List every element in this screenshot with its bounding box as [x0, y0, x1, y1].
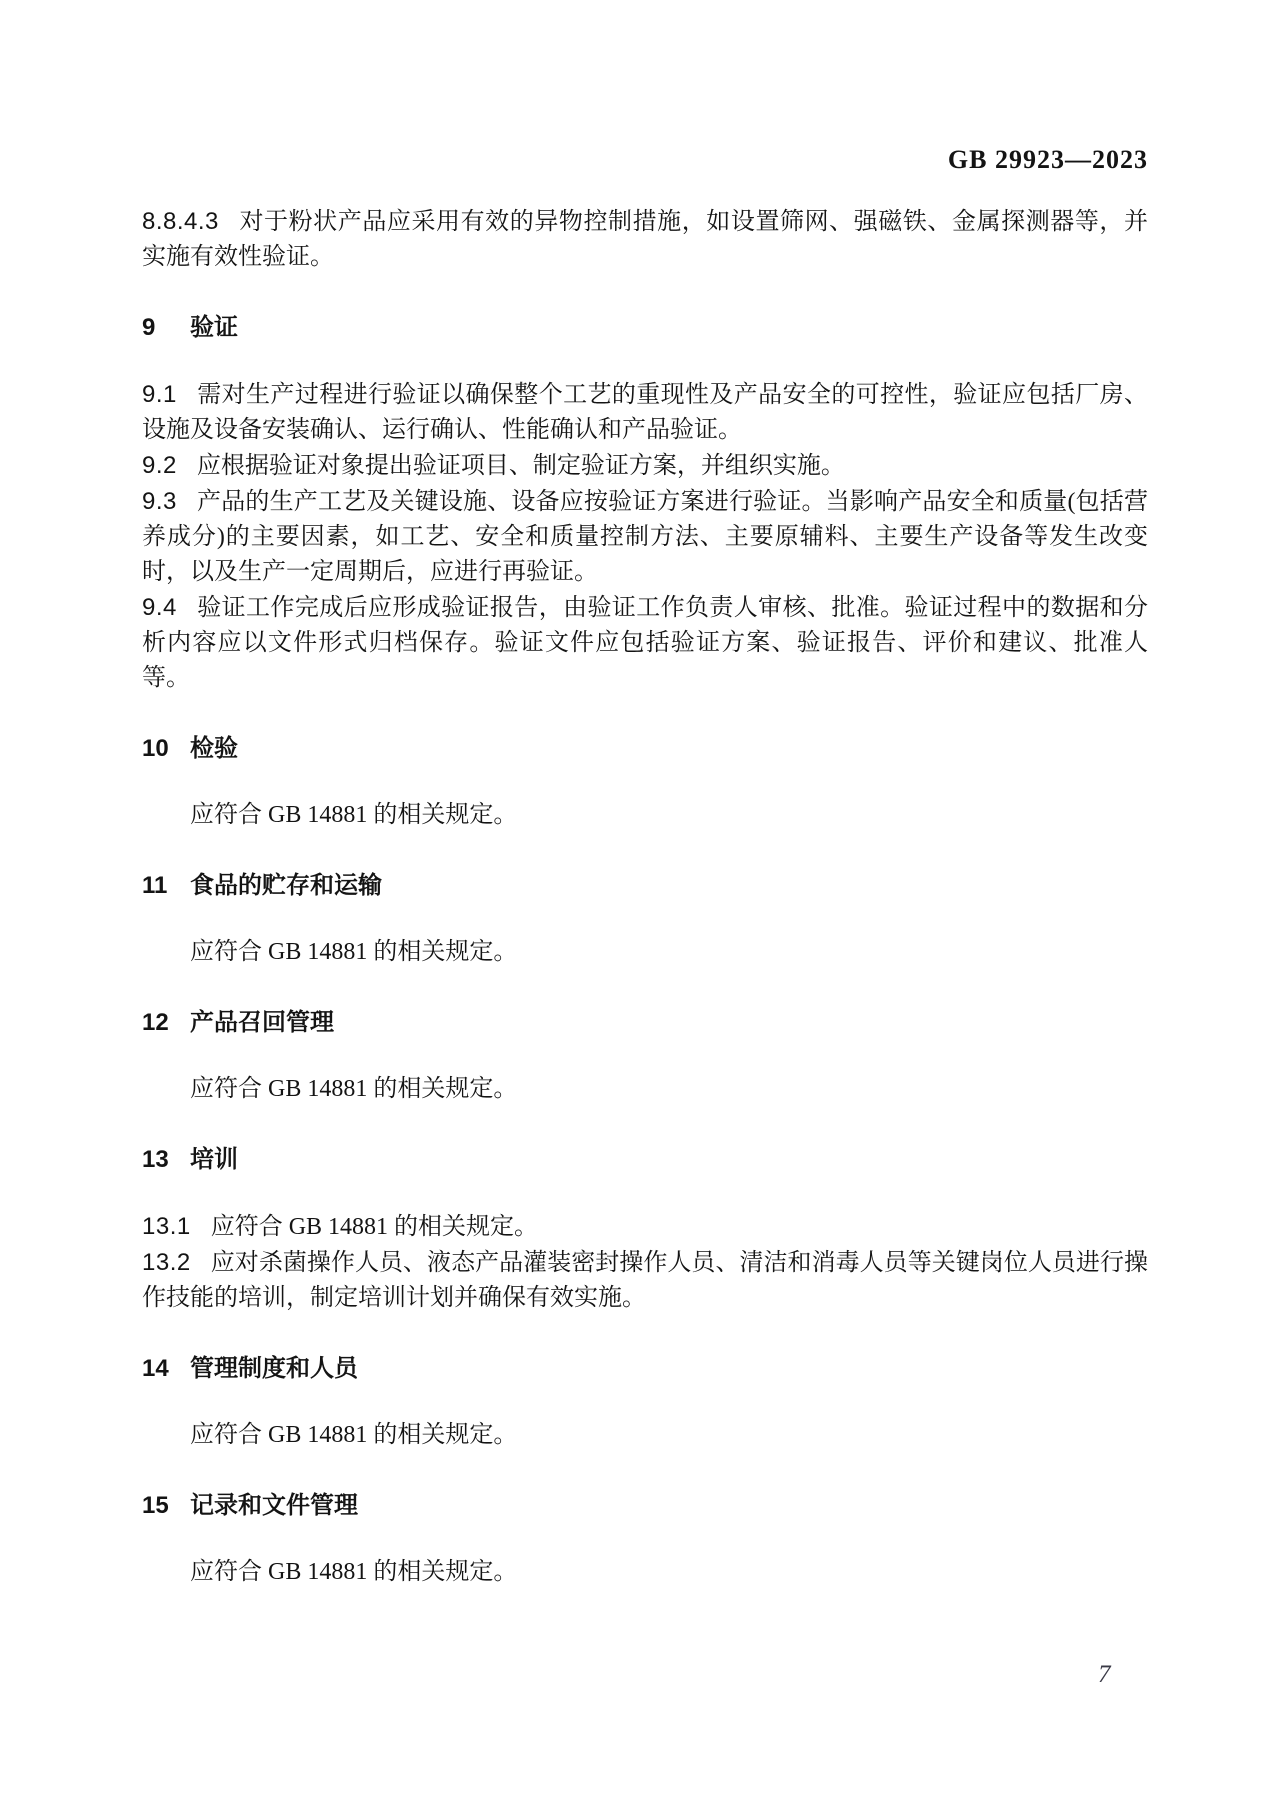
section-title: 管理制度和人员 — [190, 1355, 358, 1382]
indent-paragraph — [142, 1555, 1148, 1590]
section-number: 15 — [142, 1492, 169, 1519]
clause-paragraph — [142, 377, 1148, 448]
clause-text: 应符合 GB 14881 的相关规定。 — [210, 1214, 539, 1240]
indent-paragraph — [142, 1418, 1148, 1453]
section-number: 13 — [142, 1146, 169, 1173]
clause-text: 对于粉状产品应采用有效的异物控制措施，如设置筛网、强磁铁、金属探测器等，并实施有效性验证。 — [142, 209, 1148, 270]
clause-text: 应根据验证对象提出验证项目、制定验证方案，并组织实施。 — [196, 453, 845, 479]
section-number: 9 — [142, 314, 156, 341]
clause-paragraph — [142, 590, 1148, 696]
document-body — [142, 204, 1148, 1590]
clause-paragraph — [142, 1209, 1148, 1245]
clause-number: 13.2 — [142, 1249, 191, 1276]
section-title: 验证 — [190, 314, 238, 341]
clause-paragraph — [142, 204, 1148, 275]
clause-paragraph — [142, 1245, 1148, 1316]
indent-paragraph — [142, 1072, 1148, 1107]
clause-number: 13.1 — [142, 1213, 191, 1240]
section-number: 10 — [142, 735, 169, 762]
section-heading — [142, 871, 1148, 901]
indent-paragraph — [142, 798, 1148, 833]
section-title: 食品的贮存和运输 — [190, 872, 382, 899]
section-heading — [142, 1008, 1148, 1038]
standard-number: GB 29923—2023 — [947, 145, 1148, 174]
section-heading — [142, 1145, 1148, 1175]
page-number: 7 — [1098, 1661, 1111, 1688]
section-heading — [142, 313, 1148, 343]
clause-number: 9.1 — [142, 381, 177, 408]
section-number: 12 — [142, 1009, 169, 1036]
paragraph-text: 应符合 GB 14881 的相关规定。 — [190, 1422, 518, 1448]
clause-text: 需对生产过程进行验证以确保整个工艺的重现性及产品安全的可控性，验证应包括厂房、设施及设备安装确认、运行确认、性能确认和产品验证。 — [142, 382, 1148, 443]
indent-paragraph — [142, 935, 1148, 970]
section-heading — [142, 734, 1148, 764]
section-title: 记录和文件管理 — [190, 1492, 358, 1519]
clause-text: 应对杀菌操作人员、液态产品灌装密封操作人员、清洁和消毒人员等关键岗位人员进行操作技能的培训，制定培训计划并确保有效实施。 — [142, 1250, 1148, 1311]
clause-number: 9.4 — [142, 594, 177, 621]
section-heading — [142, 1491, 1148, 1521]
clause-number: 9.2 — [142, 452, 177, 479]
clause-number: 8.8.4.3 — [142, 208, 219, 235]
clause-text: 验证工作完成后应形成验证报告，由验证工作负责人审核、批准。验证过程中的数据和分析内容应以文件形式归档保存。验证文件应包括验证方案、验证报告、评价和建议、批准人等。 — [142, 595, 1148, 691]
page-header — [142, 146, 1148, 174]
section-number: 11 — [142, 872, 168, 899]
clause-paragraph — [142, 448, 1148, 484]
section-title: 产品召回管理 — [190, 1009, 334, 1036]
paragraph-text: 应符合 GB 14881 的相关规定。 — [190, 1559, 518, 1585]
clause-text: 产品的生产工艺及关键设施、设备应按验证方案进行验证。当影响产品安全和质量(包括营养成分)的主要因素，如工艺、安全和质量控制方法、主要原辅料、主要生产设备等发生改变时，以及生产一定周期后，应进行再验证。 — [142, 489, 1148, 585]
clause-paragraph — [142, 484, 1148, 590]
section-title: 检验 — [190, 735, 238, 762]
paragraph-text: 应符合 GB 14881 的相关规定。 — [190, 939, 518, 965]
section-number: 14 — [142, 1355, 169, 1382]
section-title: 培训 — [190, 1146, 238, 1173]
section-heading — [142, 1354, 1148, 1384]
paragraph-text: 应符合 GB 14881 的相关规定。 — [190, 802, 518, 828]
clause-number: 9.3 — [142, 488, 177, 515]
paragraph-text: 应符合 GB 14881 的相关规定。 — [190, 1076, 518, 1102]
